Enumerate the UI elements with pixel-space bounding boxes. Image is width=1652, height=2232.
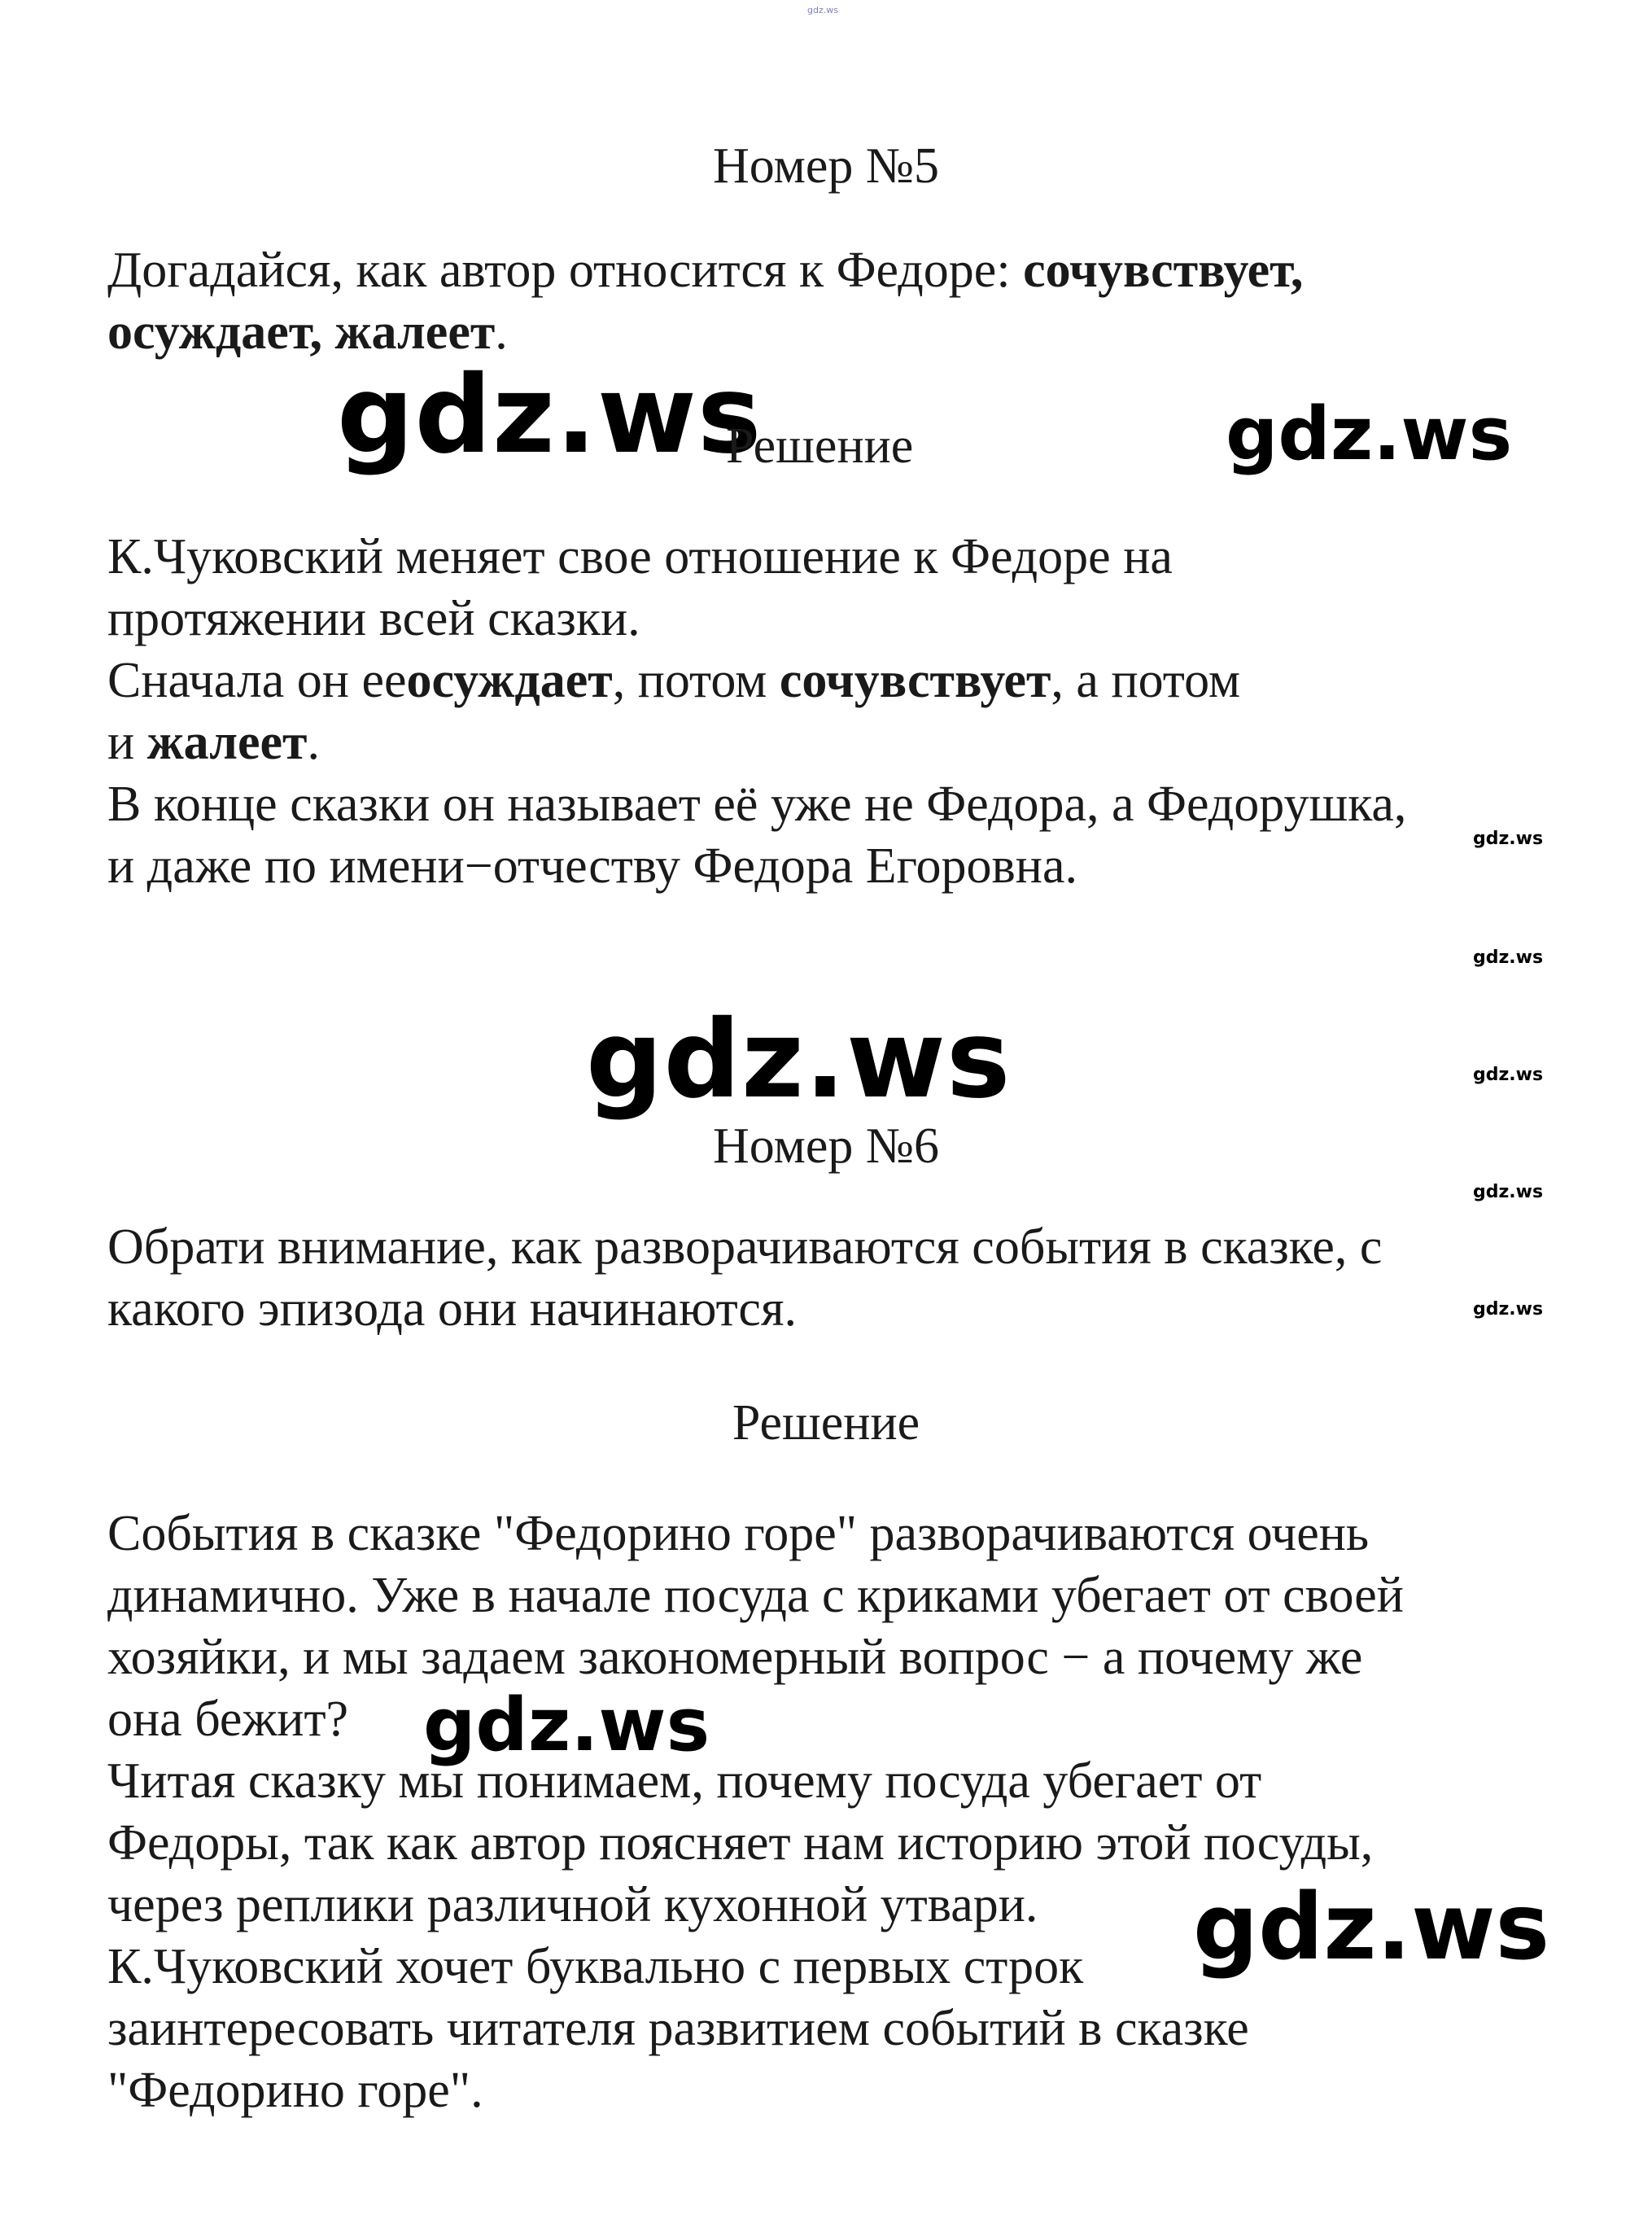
task6-solution-heading: Решение bbox=[732, 1395, 920, 1451]
answer-line: К.Чуковский хочет буквально с первых строк bbox=[107, 1939, 1084, 1994]
watermark-large: gdz.ws bbox=[423, 1683, 710, 1768]
watermark-small: gdz.ws bbox=[1473, 948, 1544, 968]
answer-line: она бежит? bbox=[107, 1692, 349, 1747]
answer-line: Федоры, так как автор поясняет нам историю этой посуды, bbox=[107, 1815, 1374, 1871]
question-options: осуждает, жалеет bbox=[107, 304, 496, 360]
watermark-small: gdz.ws bbox=[1473, 1299, 1544, 1320]
answer-line: В конце сказки он называет её уже не Федора, а Федорушка, bbox=[107, 777, 1407, 832]
question-text: Догадайся, как автор относится к Федоре: bbox=[107, 243, 1024, 298]
answer-line: протяжении всей сказки. bbox=[107, 591, 640, 646]
question-line: Обрати внимание, как разворачиваются события в сказке, с bbox=[107, 1219, 1383, 1275]
task5-answer bbox=[107, 526, 1621, 897]
answer-line: Сначала он ееосуждает, потом сочувствует, а потом bbox=[107, 653, 1241, 708]
task5-question bbox=[107, 239, 1572, 363]
task6-answer bbox=[107, 1503, 1621, 2121]
answer-line: События в сказке "Федорино горе" разворачиваются очень bbox=[107, 1506, 1370, 1561]
answer-line: хозяйки, и мы задаем закономерный вопрос − а почему же bbox=[107, 1630, 1363, 1685]
question-line: какого эпизода они начинаются. bbox=[107, 1281, 797, 1337]
question-option: сочувствует, bbox=[1023, 243, 1304, 298]
watermark-large: gdz.ws bbox=[1226, 392, 1513, 477]
task6-title: Номер №6 bbox=[712, 1118, 939, 1174]
watermark-large: gdz.ws bbox=[586, 997, 1012, 1123]
answer-line: Читая сказку мы понимаем, почему посуда убегает от bbox=[107, 1753, 1262, 1809]
answer-line: через реплики различной кухонной утвари. bbox=[107, 1877, 1038, 1932]
answer-line: "Федорино горе". bbox=[107, 2063, 483, 2118]
watermark-large: gdz.ws bbox=[1193, 1875, 1550, 1980]
answer-line: заинтересовать читателя развитием событий в сказке bbox=[107, 2001, 1249, 2056]
answer-line: К.Чуковский меняет свое отношение к Федоре на bbox=[107, 529, 1173, 584]
watermark-small: gdz.ws bbox=[1473, 1065, 1544, 1085]
watermark-tiny: gdz.ws bbox=[807, 5, 838, 15]
task5-solution-heading: Решение bbox=[726, 418, 914, 474]
answer-line: и даже по имени−отчеству Федора Егоровна. bbox=[107, 838, 1077, 894]
task6-question bbox=[107, 1216, 1621, 1340]
answer-line: динамично. Уже в начале посуда с криками убегает от своей bbox=[107, 1568, 1404, 1623]
task5-title: Номер №5 bbox=[712, 138, 939, 194]
watermark-small: gdz.ws bbox=[1473, 829, 1544, 849]
watermark-large: gdz.ws bbox=[337, 352, 763, 478]
answer-line: и жалеет. bbox=[107, 715, 320, 770]
watermark-small: gdz.ws bbox=[1473, 1182, 1544, 1202]
question-end: . bbox=[495, 304, 508, 360]
